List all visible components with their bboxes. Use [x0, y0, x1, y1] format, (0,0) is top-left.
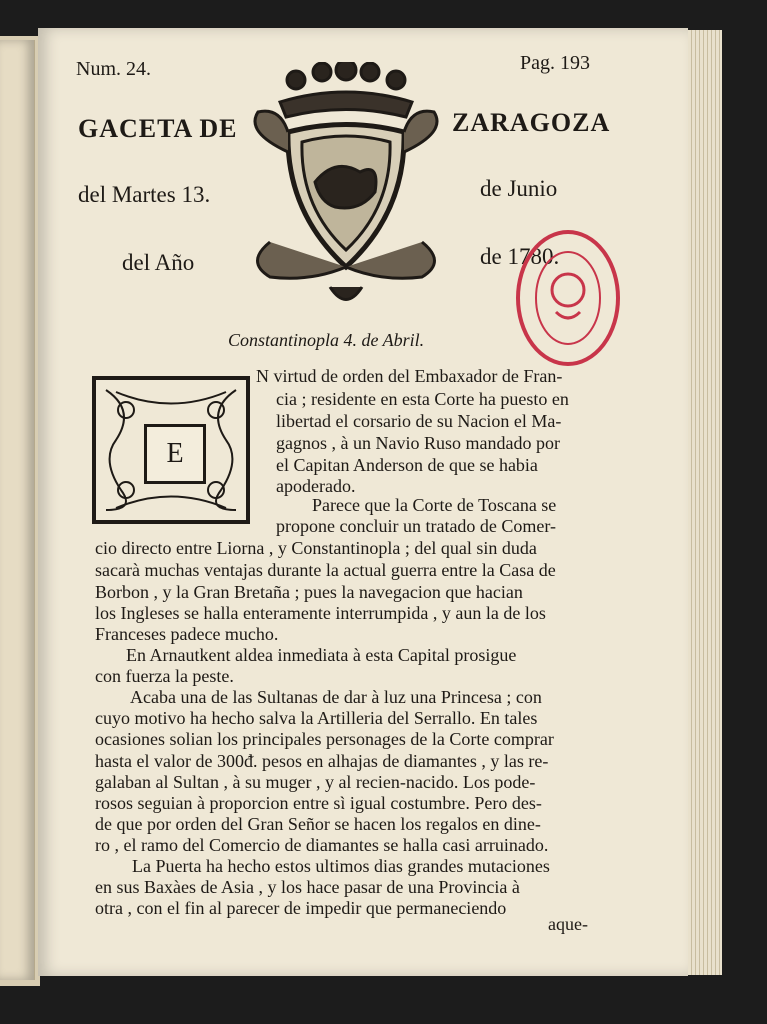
- catchword: aque-: [548, 914, 588, 934]
- text-line: hasta el valor de 300ᵭ. pesos en alhajas de diamantes , y las re-: [95, 751, 549, 771]
- text-line: propone concluir un tratado de Comer-: [276, 516, 557, 536]
- text-line: La Puerta ha hecho estos ultimos dias grandes mutaciones: [132, 856, 550, 876]
- title-left: GACETA DE: [78, 114, 238, 143]
- text-line: N virtud de orden del Embaxador de Fran-: [256, 366, 563, 386]
- text-line: En Arnautkent aldea inmediata à esta Capital prosigue: [126, 645, 517, 665]
- text-line: con fuerza la peste.: [95, 666, 234, 686]
- text-line: el Capitan Anderson de que se habia: [276, 455, 538, 475]
- text-line: los Ingleses se halla enteramente interrumpida , y aun la de los: [95, 603, 546, 623]
- coat-of-arms-icon: [240, 62, 452, 312]
- text-line: Parece que la Corte de Toscana se: [312, 495, 557, 515]
- issue-month: de Junio: [480, 176, 558, 201]
- text-line: Borbon , y la Gran Bretaña ; pues la navegacion que hacian: [95, 582, 523, 602]
- text-line: Franceses padece mucho.: [95, 624, 279, 644]
- text-line: sacarà muchas ventajas durante la actual guerra entre la Casa de: [95, 560, 556, 580]
- text-line: en sus Baxàes de Asia , y los hace pasar de una Provincia à: [95, 877, 520, 897]
- text-line: apoderado.: [276, 476, 356, 496]
- text-line: cuyo motivo ha hecho salva la Artilleria del Serrallo. En tales: [95, 708, 538, 728]
- issue-day: del Martes 13.: [78, 182, 211, 207]
- library-stamp-icon: [514, 228, 622, 368]
- initial-letter: E: [144, 424, 206, 484]
- text-line: gagnos , à un Navio Ruso mandado por: [276, 433, 560, 453]
- issue-number: Num. 24.: [76, 58, 151, 80]
- page-number: Pag. 193: [520, 52, 590, 74]
- text-line: cio directo entre Liorna , y Constantinopla ; del qual sin duda: [95, 538, 537, 558]
- text-line: ocasiones solian los principales personages de la Corte comprar: [95, 729, 554, 749]
- year-label: del Año: [122, 250, 195, 275]
- text-line: Acaba una de las Sultanas de dar à luz una Princesa ; con: [130, 687, 542, 707]
- left-page: [0, 40, 35, 980]
- text-line: de que por orden del Gran Señor se hacen los regalos en dine-: [95, 814, 541, 834]
- text-line: libertad el corsario de su Nacion el Ma-: [276, 411, 562, 431]
- text-line: galaban al Sultan , à su muger , y al recien-nacido. Los pode-: [95, 772, 536, 792]
- text-line: ro , el ramo del Comercio de diamantes se halla casi arruinado.: [95, 835, 549, 855]
- decorative-initial-icon: [92, 376, 250, 524]
- title-right: ZARAGOZA: [452, 108, 611, 137]
- issue-year: de 1780.: [480, 244, 560, 269]
- text-line: rosos seguian à proporcion entre sì igual costumbre. Pero des-: [95, 793, 542, 813]
- text-line: otra , con el fin al parecer de impedir que permaneciendo: [95, 898, 507, 918]
- dateline: Constantinopla 4. de Abril.: [228, 330, 425, 350]
- text-line: cia ; residente en esta Corte ha puesto en: [276, 389, 569, 409]
